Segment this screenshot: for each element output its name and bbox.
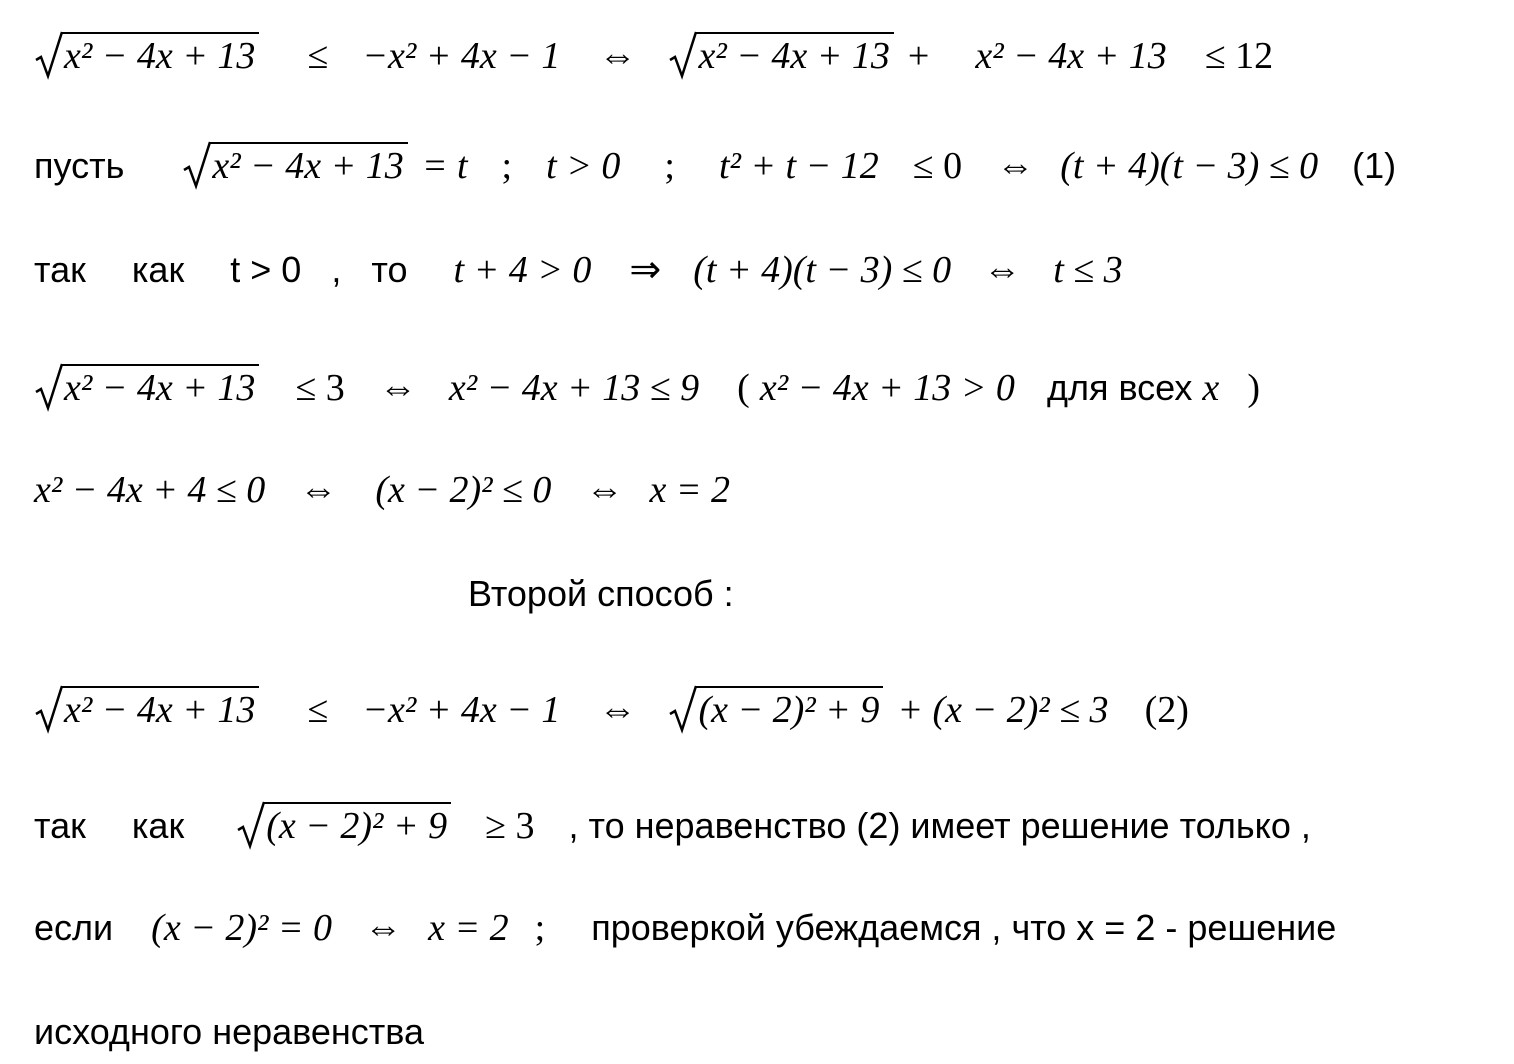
semicolon: ;: [664, 145, 675, 187]
semicolon: ;: [501, 145, 513, 187]
plus-sign: +: [907, 35, 930, 77]
radicand: (x − 2)² + 9: [264, 802, 451, 848]
word: пусть: [34, 145, 125, 186]
equivalence-sign: ⇔: [983, 249, 1022, 291]
expression: x² − 4x + 4 ≤ 0: [34, 469, 266, 511]
equivalence-sign: ⇔: [598, 35, 637, 77]
relation: ≤: [307, 35, 329, 77]
factored-inequality: (t + 4)(t − 3) ≤ 0: [693, 249, 952, 291]
result: x = 2: [428, 907, 509, 949]
expression: −x² + 4x − 1: [362, 689, 561, 731]
line-10: [34, 1010, 424, 1054]
factored-inequality: (t + 4)(t − 3) ≤ 0: [1060, 145, 1319, 187]
line-7: [34, 686, 1189, 732]
radical-sign-icon: [34, 362, 64, 410]
radicand: x² − 4x + 13: [210, 142, 407, 188]
word: если: [34, 907, 114, 948]
radical-sign-icon: [182, 140, 212, 188]
condition: t > 0: [546, 145, 621, 187]
sentence-text: исходного неравенства: [34, 1011, 425, 1052]
equivalence-sign: ⇔: [598, 689, 637, 731]
line-4: [34, 364, 1260, 410]
expression: x² − 4x + 13: [975, 35, 1167, 77]
sqrt-2: [182, 142, 407, 188]
heading-text: Второй способ :: [468, 573, 734, 614]
word: так: [34, 805, 86, 846]
equation-number: (1): [1352, 145, 1397, 186]
paren-close: ): [1247, 367, 1260, 409]
radicand: x² − 4x + 13: [62, 686, 259, 732]
word: так: [34, 249, 86, 290]
equivalence-sign: ⇔: [996, 145, 1035, 187]
sqrt-8: [236, 802, 451, 848]
line-1: [34, 32, 1273, 78]
line-9: [34, 906, 1336, 950]
sqrt-1a: [34, 32, 259, 78]
note-expression: x² − 4x + 13 > 0: [759, 367, 1015, 409]
relation: ≥ 3: [485, 805, 535, 847]
comma: ,: [331, 249, 342, 290]
radical-sign-icon: [34, 684, 64, 732]
word: как: [131, 805, 185, 846]
expression: x² − 4x + 13 ≤ 9: [448, 367, 700, 409]
equivalence-sign: ⇔: [378, 367, 417, 409]
radical-sign-icon: [668, 684, 698, 732]
expression: t² + t − 12: [718, 145, 879, 187]
result: t ≤ 3: [1053, 249, 1123, 291]
equivalence-sign: ⇔: [299, 469, 338, 511]
line-2: [34, 142, 1396, 188]
radicand: x² − 4x + 13: [62, 32, 259, 78]
radicand: (x − 2)² + 9: [696, 686, 883, 732]
equivalence-sign: ⇔: [585, 469, 624, 511]
condition: t > 0: [230, 249, 302, 290]
sqrt-1b: [668, 32, 893, 78]
line-3: [34, 248, 1123, 292]
sqrt-7b: [668, 686, 883, 732]
expression: + (x − 2)² ≤ 3: [897, 689, 1109, 731]
paren-open: (: [737, 367, 750, 409]
expression: = t: [421, 145, 468, 187]
expression: −x² + 4x − 1: [362, 35, 561, 77]
word: как: [131, 249, 185, 290]
implication-sign: ⇒: [629, 249, 662, 291]
line-5: [34, 468, 730, 512]
radical-sign-icon: [34, 30, 64, 78]
radicand: x² − 4x + 13: [696, 32, 893, 78]
radicand: x² − 4x + 13: [62, 364, 259, 410]
semicolon: ;: [534, 907, 546, 949]
result: x = 2: [649, 469, 730, 511]
note-variable: x: [1202, 367, 1220, 409]
sqrt-7a: [34, 686, 259, 732]
note-text: для всех: [1046, 367, 1193, 408]
radical-sign-icon: [668, 30, 698, 78]
section-heading: [468, 572, 734, 616]
relation: ≤ 3: [295, 367, 345, 409]
relation: ≤ 0: [912, 145, 963, 187]
sqrt-4: [34, 364, 259, 410]
sentence-text: , то неравенство (2) имеет решение только ,: [568, 805, 1311, 846]
radical-sign-icon: [236, 800, 266, 848]
relation: ≤ 12: [1204, 35, 1274, 77]
expression: t + 4 > 0: [453, 249, 592, 291]
expression: (x − 2)² ≤ 0: [375, 469, 552, 511]
relation: ≤: [307, 689, 329, 731]
word: то: [371, 249, 408, 290]
line-8: [34, 802, 1311, 848]
expression: (x − 2)² = 0: [151, 907, 333, 949]
equivalence-sign: ⇔: [364, 907, 403, 949]
equation-number: (2): [1144, 689, 1189, 731]
sentence-text: проверкой убеждаемся , что x = 2 - решение: [591, 907, 1337, 948]
